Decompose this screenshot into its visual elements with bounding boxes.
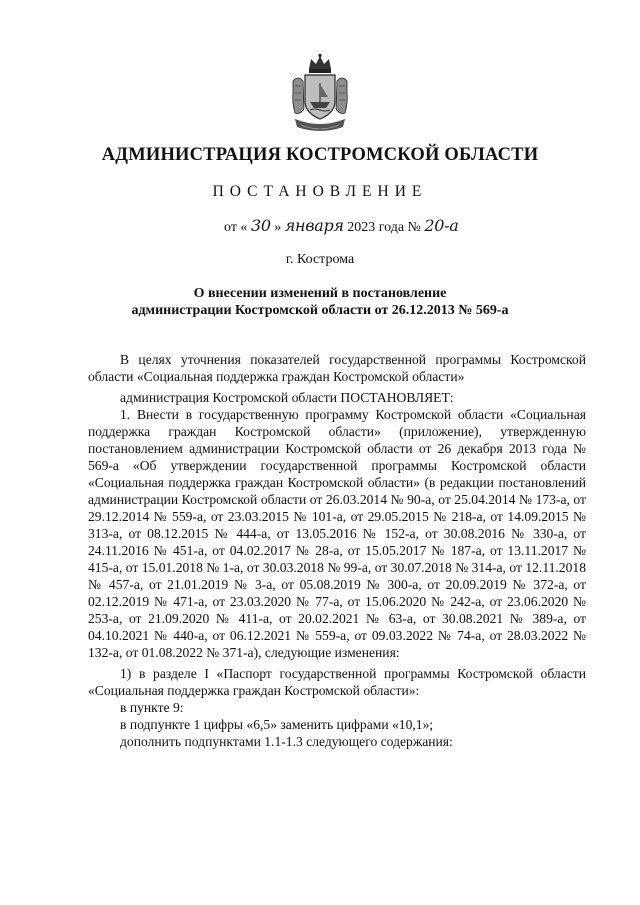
date-mid1: » — [274, 220, 282, 235]
date-mid2: 2023 года № — [347, 220, 421, 235]
paragraph-resolves: администрация Костромской области ПОСТАНОВЛЯЕТ: — [120, 390, 454, 405]
document-type: ПОСТАНОВЛЕНИЕ — [212, 183, 428, 200]
paragraph-point-9: в пункте 9: — [120, 700, 184, 715]
paragraph-subitem-1: 1) в разделе I «Паспорт государственной программы Костромской области «Социальная поддержка граждан Костромской области»: — [88, 666, 586, 698]
document-subject — [0, 285, 640, 319]
handwritten-number: 20-а — [424, 216, 459, 235]
organization-title: АДМИНИСТРАЦИЯ КОСТРОМСКОЙ ОБЛАСТИ — [101, 145, 539, 165]
subject-line-1: О внесении изменений в постановление — [193, 286, 447, 301]
date-prefix: от « — [224, 220, 248, 235]
paragraph-subpoint-1: в подпункте 1 цифры «6,5» заменить цифрами «10,1»; — [120, 717, 434, 732]
paragraph-preamble: В целях уточнения показателей государственной программы Костромской области «Социальная поддержка граждан Костромской области» — [88, 352, 586, 384]
paragraph-add-subpoints: дополнить подпунктами 1.1-1.3 следующего содержания: — [120, 734, 453, 749]
handwritten-day: 30 — [250, 216, 271, 235]
city-label: г. Кострома — [285, 252, 355, 267]
subject-line-2: администрации Костромской области от 26.12.2013 № 569-а — [131, 303, 509, 318]
handwritten-month: января — [284, 216, 344, 235]
coat-of-arms-icon — [289, 53, 351, 137]
document-date-line — [224, 216, 459, 236]
document-body — [88, 351, 586, 750]
paragraph-item-1: 1. Внести в государственную программу Костромской области «Социальная поддержка граждан Костромской области» (приложение), утвержденную постановлением администрации Костромской области от 26 декабря 2013 года № 569-а «Об утверждении государственной программы Костромской области «Социальная поддержка граждан Костромской области» (в редакции постановлений администрации Костромской области от 26.03.2014 № 90-а, от 25.04.2014 № 173-а, от 29.12.2014 № 559-а, от 23.03.2015 № 101-а, от 29.05.2015 № 218-а, от 14.09.2015 № 313-а, от 08.12.2015 № 444-а, от 13.05.2016 № 152-а, от 30.08.2016 № 330-а, от 24.11.2016 № 451-а, от 04.02.2017 № 28-а, от 15.05.2017 № 187-а, от 13.11.2017 № 415-а, от 15.01.2018 № 1-а, от 30.03.2018 № 99-а, от 30.07.2018 № 314-а, от 12.11.2018 № 457-а, от 21.01.2019 № 3-а, от 05.08.2019 № 300-а, от 20.09.2019 № 372-а, от 02.12.2019 № 471-а, от 23.03.2020 № 77-а, от 15.06.2020 № 242-а, от 23.06.2020 № 253-а, от 21.09.2020 № 411-а, от 20.02.2021 № 63-а, от 30.08.2021 № 389-а, от 04.10.2021 № 440-а, от 06.12.2021 № 559-а, от 09.03.2022 № 74-а, от 28.03.2022 № 132-а, от 01.08.2022 № 371-а), следующие изменения: — [88, 407, 586, 660]
